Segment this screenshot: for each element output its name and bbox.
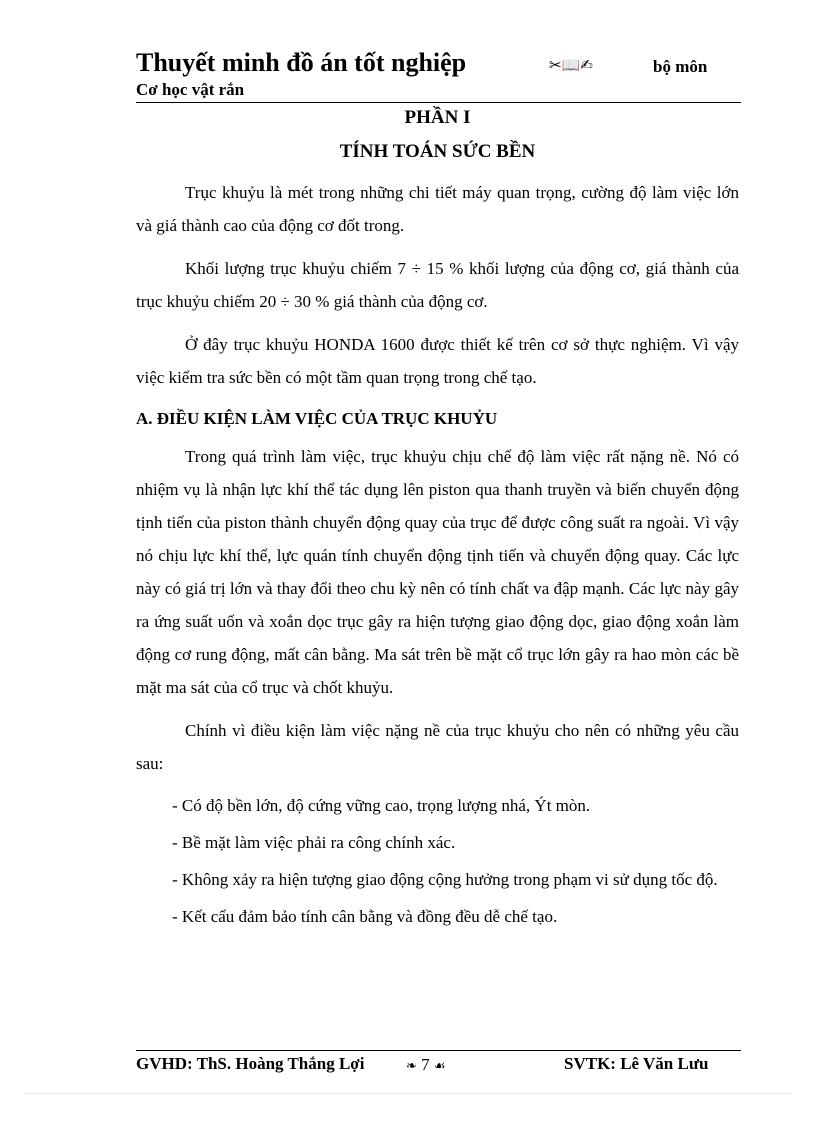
supervisor-label: GVHD: ThS. Hoàng Thắng Lợi <box>136 1054 365 1073</box>
part-title: PHẦN I <box>404 107 471 128</box>
fleuron-left-icon: ❧ <box>406 1059 417 1074</box>
requirement-item: - Không xảy ra hiện tượng giao động cộng hưởng trong phạm vi sử dụng tốc độ. <box>172 870 718 889</box>
department-label: bộ môn <box>653 57 708 76</box>
footer-divider <box>136 1050 741 1051</box>
page-header <box>136 48 741 104</box>
requirement-item: - Kết cấu đảm bảo tính cân bằng và đồng đều dễ chế tạo. <box>172 907 558 926</box>
intro-paragraph: Khối lượng trục khuỷu chiếm 7 ÷ 15 % khối lượng của động cơ, giá thành của trục khuỷu chiếm 20 ÷ 30 % giá thành của động cơ. <box>136 259 739 311</box>
page-edge-divider <box>25 1093 791 1094</box>
student-label: SVTK: Lê Văn Lưu <box>564 1054 709 1073</box>
page-number-block <box>406 1055 446 1075</box>
page-body <box>136 104 739 938</box>
fleuron-right-icon: ☙ <box>433 1059 446 1074</box>
section-title: TÍNH TOÁN SỨC BỀN <box>339 141 536 162</box>
requirement-item: - Bề mặt làm việc phải ra công chính xác. <box>172 833 456 852</box>
header-divider <box>136 102 741 103</box>
department-subtitle: Cơ học vật rắn <box>136 80 245 99</box>
heading-working-conditions: A. ĐIỀU KIỆN LÀM VIỆC CỦA TRỤC KHUỶU <box>136 409 498 428</box>
intro-paragraph: Trục khuỷu là mét trong những chi tiết máy quan trọng, cường độ làm việc lớn và giá thành cao của động cơ đốt trong. <box>136 183 739 235</box>
requirement-item: - Có độ bền lớn, độ cứng vững cao, trọng lượng nhá, Ýt mòn. <box>172 796 591 815</box>
page-footer <box>136 1044 741 1084</box>
book-ornament-icon: ✂📖✍ <box>549 56 593 74</box>
body-paragraph: Chính vì điều kiện làm việc nặng nề của trục khuỷu cho nên có những yêu cầu sau: <box>136 721 739 773</box>
document-title: Thuyết minh đồ án tốt nghiệp <box>136 48 467 77</box>
body-paragraph: Trong quá trình làm việc, trục khuỷu chịu chế độ làm việc rất nặng nề. Nó có nhiệm vụ là nhận lực khí thể tác dụng lên piston qua thanh truyền và biến chuyển động tịnh tiến của piston thành chuyển động quay của trục để được công suất ra ngoài. Vì vậy nó chịu lực khí thể, lực quán tính chuyển động tịnh tiến và chuyển động quay. Các lực này có giá trị lớn và thay đổi theo chu kỳ nên có tính chất va đập mạnh. Các lực này gây ra ứng suất uốn và xoắn dọc trục gây ra hiện tượng giao động dọc, giao động xoắn làm động cơ rung động, mất cân bằng. Ma sát trên bề mặt cổ trục lớn gây ra hao mòn các bề mặt ma sát của cổ trục và chốt khuỷu. <box>136 447 739 697</box>
page-number: 7 <box>421 1055 430 1074</box>
intro-paragraph: Ở đây trục khuỷu HONDA 1600 được thiết kế trên cơ sở thực nghiệm. Vì vậy việc kiểm tra sức bền có một tầm quan trọng trong chế tạo. <box>136 335 739 387</box>
